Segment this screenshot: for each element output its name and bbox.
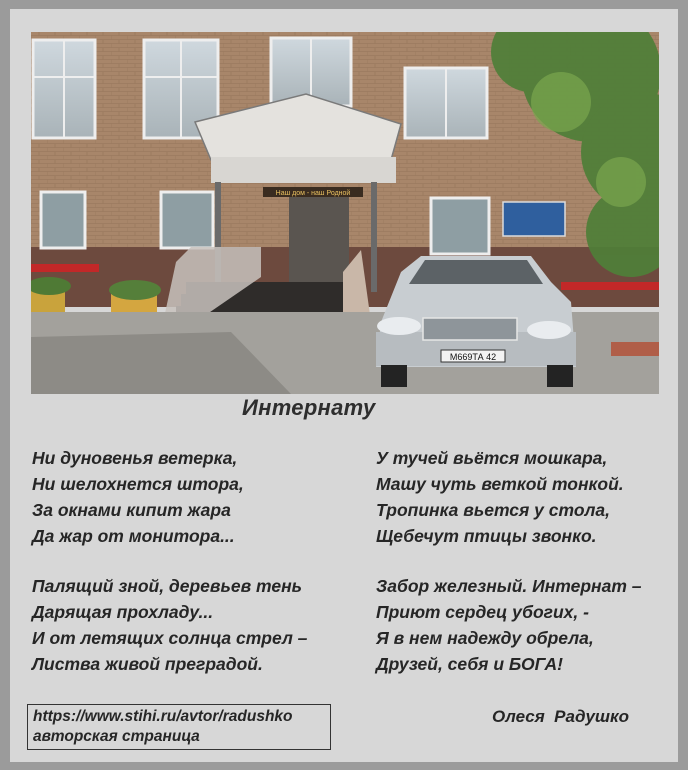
poem-line: Палящий зной, деревьев тень — [32, 576, 303, 596]
poem-title: Интернату — [242, 395, 376, 420]
poem-line: Друзей, себя и БОГА! — [376, 654, 563, 674]
poem-line: Я в нем надежду обрела, — [376, 628, 594, 648]
author-page-caption: авторская страница — [33, 728, 200, 745]
stanza-2 — [32, 573, 307, 677]
author-page-url[interactable]: https://www.stihi.ru/avtor/radushko — [33, 708, 293, 725]
porch-sign: Наш дом - наш Родной — [275, 190, 351, 197]
stanza-4 — [376, 573, 642, 677]
poem-line: Щебечут птицы звонко. — [376, 526, 597, 546]
poem-line: Ни шелохнется штора, — [32, 474, 244, 494]
poem-line: Машу чуть веткой тонкой. — [376, 474, 624, 494]
poem-line: У тучей вьётся мошкара, — [376, 448, 608, 468]
poem-line: Ни дуновенья ветерка, — [32, 448, 238, 468]
license-plate: М669ТА 42 — [449, 352, 497, 362]
poem-line: Да жар от монитора... — [32, 526, 235, 546]
stanza-3 — [376, 445, 624, 549]
poem-line: Дарящая прохладу... — [32, 602, 214, 622]
poem-line: Приют сердец убогих, - — [376, 602, 589, 622]
poem-line: И от летящих солнца стрел – — [32, 628, 308, 648]
stanza-1 — [32, 445, 244, 549]
poem-line: За окнами кипит жара — [32, 500, 231, 520]
poem-line: Забор железный. Интернат – — [376, 576, 642, 596]
author-signature: Олеся Радушко — [492, 707, 630, 726]
author-link-box[interactable] — [27, 704, 331, 750]
poem-line: Листва живой преградой. — [32, 654, 263, 674]
poem-card — [10, 9, 678, 762]
poem-line: Тропинка вьется у стола, — [376, 500, 611, 520]
building-photo — [31, 32, 659, 394]
